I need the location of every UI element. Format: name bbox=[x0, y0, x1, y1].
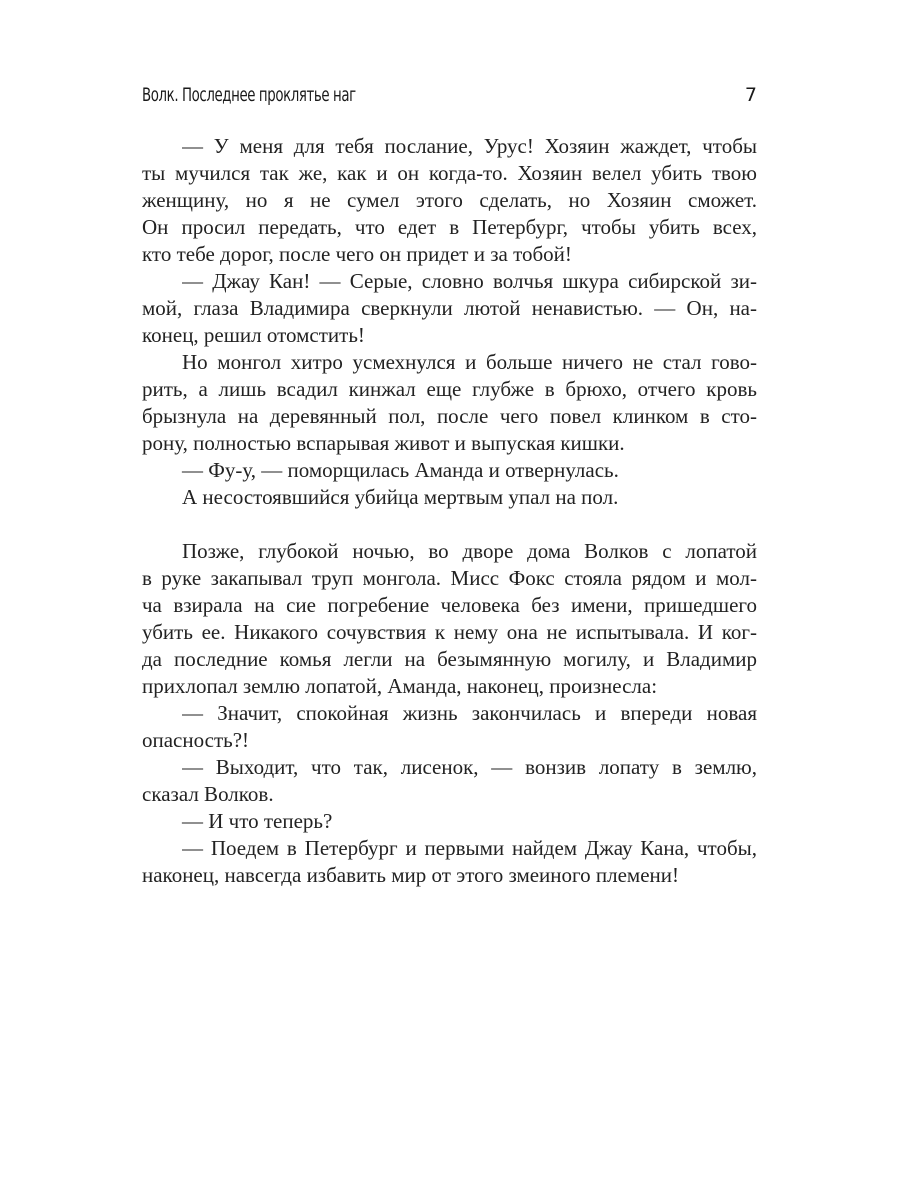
text-line: — Выходит, что так, лисенок, — вонзив лопату в землю, bbox=[182, 755, 757, 779]
text-line: убить ее. Никакого сочувствия к нему она не испытывала. И ког- bbox=[142, 620, 757, 644]
text-line: брызнула на деревянный пол, после чего повел клинком в сто- bbox=[142, 404, 757, 428]
text-line: сказал Волков. bbox=[142, 782, 274, 806]
text-line: Он просил передать, что едет в Петербург, чтобы убить всех, bbox=[142, 215, 757, 239]
text-line: — Значит, спокойная жизнь закончилась и впереди новая bbox=[182, 701, 757, 725]
text-line: — Джау Кан! — Серые, словно волчья шкура сибирской зи- bbox=[182, 269, 757, 293]
text-line: ты мучился так же, как и он когда-то. Хозяин велел убить твою bbox=[142, 161, 757, 185]
text-line: прихлопал землю лопатой, Аманда, наконец, произнесла: bbox=[142, 674, 658, 698]
text-line: кто тебе дорог, после чего он придет и за тобой! bbox=[142, 242, 572, 266]
text-line: рону, полностью вспарывая живот и выпуская кишки. bbox=[142, 431, 625, 455]
text-line: конец, решил отомстить! bbox=[142, 323, 365, 347]
text-line: А несостоявшийся убийца мертвым упал на пол. bbox=[182, 485, 619, 509]
text-line: мой, глаза Владимира сверкнули лютой ненавистью. — Он, на- bbox=[142, 296, 757, 320]
text-line: — Поедем в Петербург и первыми найдем Джау Кана, чтобы, bbox=[182, 836, 757, 860]
text-line: да последние комья легли на безымянную могилу, и Владимир bbox=[142, 647, 757, 671]
text-line: женщину, но я не сумел этого сделать, но Хозяин сможет. bbox=[142, 188, 757, 212]
text-line: рить, а лишь всадил кинжал еще глубже в брюхо, отчего кровь bbox=[142, 377, 757, 401]
text-line: Но монгол хитро усмехнулся и больше ничего не стал гово- bbox=[182, 350, 757, 374]
text-line: ча взирала на сие погребение человека без имени, пришедшего bbox=[142, 593, 757, 617]
text-line: — У меня для тебя послание, Урус! Хозяин жаждет, чтобы bbox=[182, 134, 757, 158]
text-line: — И что теперь? bbox=[182, 809, 333, 833]
text-line: наконец, навсегда избавить мир от этого змеиного племени! bbox=[142, 863, 679, 887]
text-line: — Фу-у, — поморщилась Аманда и отвернулась. bbox=[182, 458, 619, 482]
text-line: опасность?! bbox=[142, 728, 250, 752]
text-line: Позже, глубокой ночью, во дворе дома Волков с лопатой bbox=[182, 539, 757, 563]
running-title: Волк. Последнее проклятье наг bbox=[142, 84, 356, 106]
text-line: в руке закапывал труп монгола. Мисс Фокс стояла рядом и мол- bbox=[142, 566, 757, 590]
page-number: 7 bbox=[744, 84, 757, 106]
